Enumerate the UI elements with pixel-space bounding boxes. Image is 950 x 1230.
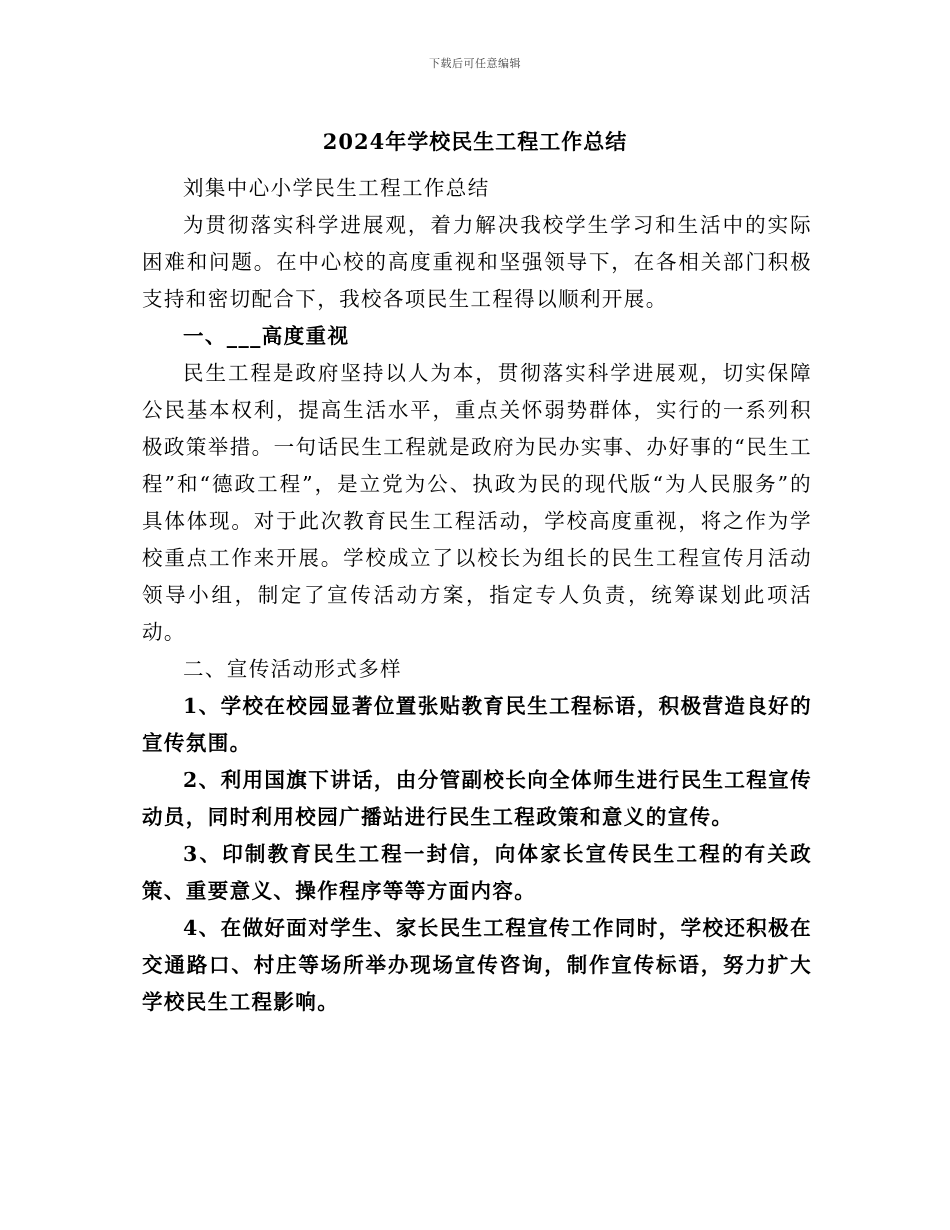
intro-paragraph: 为贯彻落实科学进展观，着力解决我校学生学习和生活中的实际困难和问题。在中心校的高度重视和坚强领导下，在各相关部门积极支持和密切配合下，我校各项民生工程得以顺利开展。 <box>142 213 812 311</box>
document-title: 2024年学校民生工程工作总结 <box>322 129 628 154</box>
section-heading-1: 一、___高度重视 <box>183 324 350 348</box>
list-item-3: 3、印制教育民生工程一封信，向体家长宣传民生工程的有关政策、重要意义、操作程序等等方面内容。 <box>142 842 812 903</box>
document-body <box>142 170 812 1021</box>
subtitle-paragraph: 刘集中心小学民生工程工作总结 <box>183 176 490 200</box>
section-1-paragraph: 民生工程是政府坚持以人为本，贯彻落实科学进展观，切实保障公民基本权利，提高生活水平，重点关怀弱势群体，实行的一系列积极政策举措。一句话民生工程就是政府为民办实事、办好事的“民生工程”和“德政工程”，是立党为公、执政为民的现代版“为人民服务”的具体体现。对于此次教育民生工程活动，学校高度重视，将之作为学校重点工作来开展。学校成立了以校长为组长的民生工程宣传月活动领导小组，制定了宣传活动方案，指定专人负责，统筹谋划此项活动。 <box>142 361 812 644</box>
list-item-4: 4、在做好面对学生、家长民生工程宣传工作同时，学校还积极在交通路口、村庄等场所举办现场宣传咨询，制作宣传标语，努力扩大学校民生工程影响。 <box>142 916 812 1014</box>
list-item-2: 2、利用国旗下讲话，由分管副校长向全体师生进行民生工程宣传动员，同时利用校园广播站进行民生工程政策和意义的宣传。 <box>142 768 812 829</box>
header-note: 下载后可任意编辑 <box>429 57 521 70</box>
list-item-1: 1、学校在校园显著位置张贴教育民生工程标语，积极营造良好的宣传氛围。 <box>142 694 812 755</box>
section-heading-2: 二、宣传活动形式多样 <box>183 657 402 681</box>
